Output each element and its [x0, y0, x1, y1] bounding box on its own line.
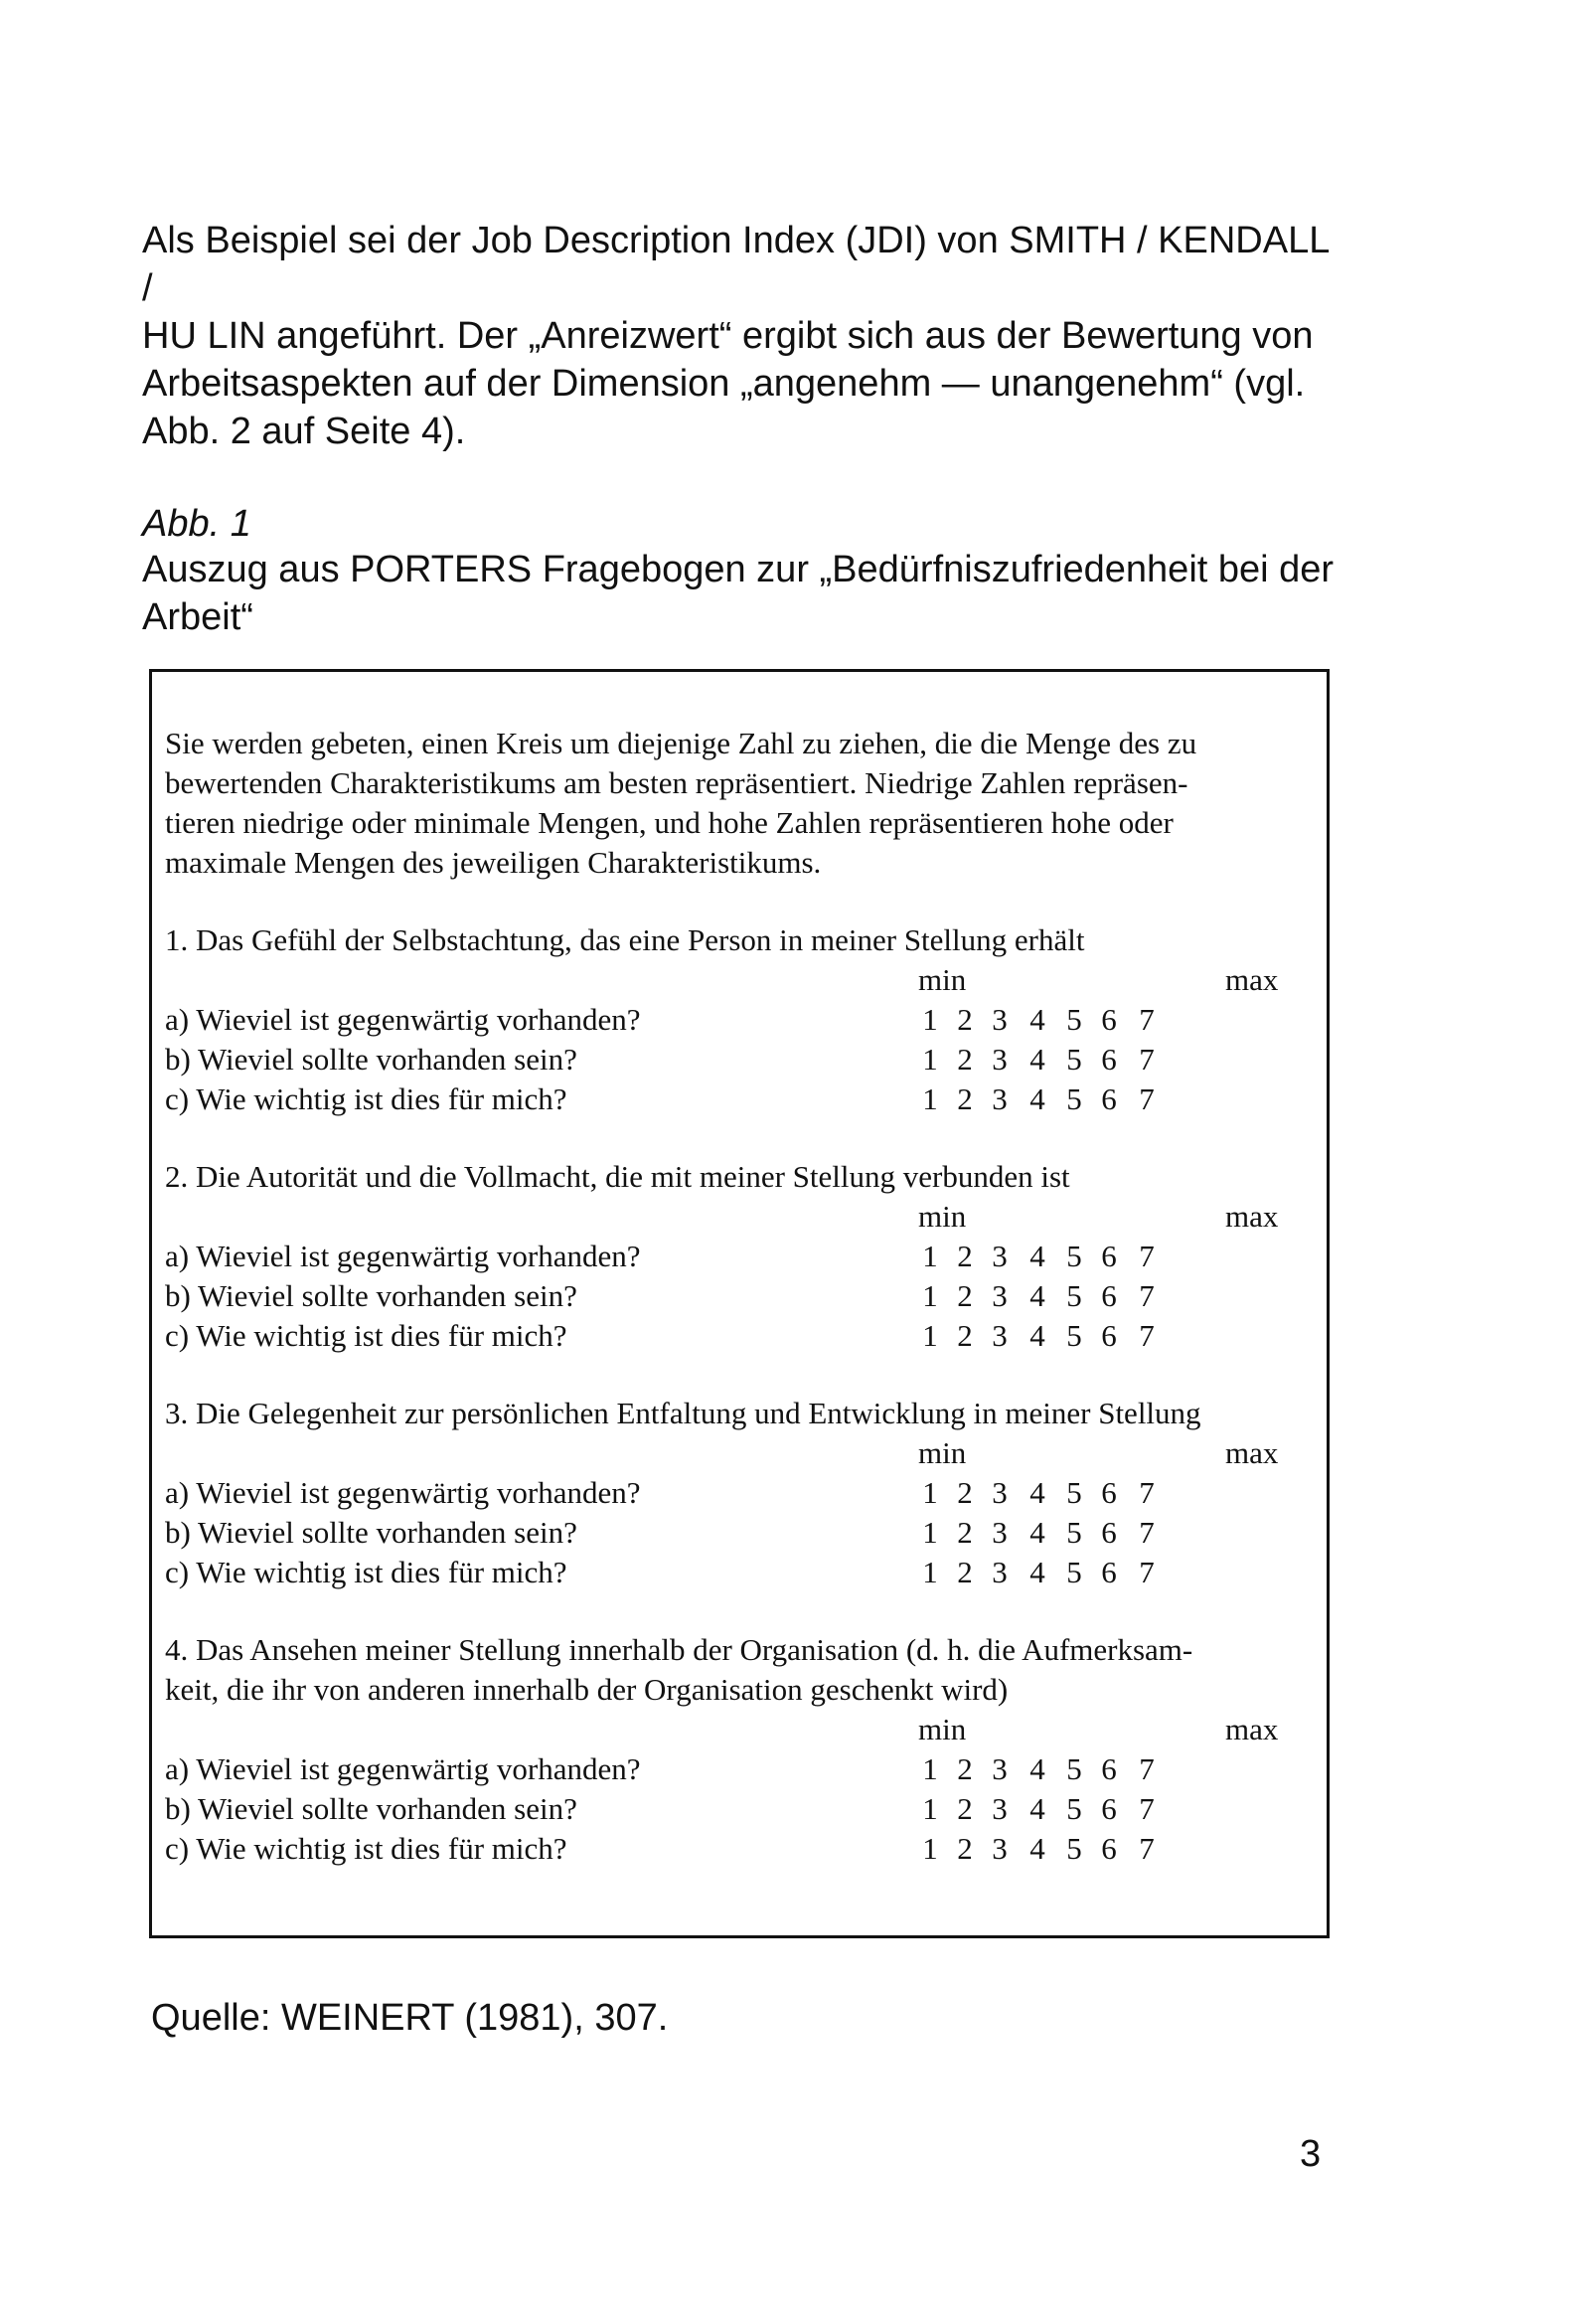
rating-row	[165, 1237, 1288, 1276]
scale-option[interactable]: 3	[992, 1555, 1008, 1589]
scale-option[interactable]: 5	[1066, 1831, 1082, 1866]
scale-option[interactable]: 2	[957, 1475, 973, 1510]
scale-header	[165, 1197, 1288, 1237]
rating-row	[165, 1829, 1288, 1869]
sub-question-label: a) Wieviel ist gegenwärtig vorhanden?	[165, 1475, 641, 1510]
sub-question-label: c) Wie wichtig ist dies für mich?	[165, 1081, 567, 1116]
scale-option[interactable]: 7	[1139, 1475, 1155, 1510]
scale-option[interactable]: 2	[957, 1831, 973, 1866]
intro-paragraph	[142, 217, 1349, 455]
rating-row	[165, 1749, 1288, 1789]
scale-option[interactable]: 3	[992, 1081, 1008, 1116]
scale-option[interactable]: 4	[1029, 1831, 1045, 1866]
scale-option[interactable]: 4	[1029, 1515, 1045, 1550]
scale-option[interactable]: 2	[957, 1081, 973, 1116]
scale-option[interactable]: 5	[1066, 1278, 1082, 1313]
rating-row	[165, 1513, 1288, 1553]
scale-option[interactable]: 4	[1029, 1318, 1045, 1353]
scale-option[interactable]: 5	[1066, 1081, 1082, 1116]
scale-option[interactable]: 7	[1139, 1239, 1155, 1273]
scale-option[interactable]: 2	[957, 1239, 973, 1273]
scale-max-label: max	[1225, 1712, 1279, 1746]
instruction-line: tieren niedrige oder minimale Mengen, und hohe Zahlen repräsentieren hohe oder	[165, 805, 1174, 840]
scale-option[interactable]: 4	[1029, 1042, 1045, 1077]
question-2	[165, 1157, 1288, 1356]
scale-option[interactable]: 3	[992, 1318, 1008, 1353]
scale-option[interactable]: 1	[922, 1318, 938, 1353]
scale-option[interactable]: 5	[1066, 1791, 1082, 1826]
scale-option[interactable]: 7	[1139, 1555, 1155, 1589]
question-title: keit, die ihr von anderen innerhalb der Organisation geschenkt wird)	[165, 1672, 1009, 1707]
scale-option[interactable]: 1	[922, 1042, 938, 1077]
scale-header	[165, 1433, 1288, 1473]
scale-option[interactable]: 2	[957, 1042, 973, 1077]
question-title: 1. Das Gefühl der Selbstachtung, das eine Person in meiner Stellung erhält	[165, 922, 1085, 957]
scale-option[interactable]: 2	[957, 1318, 973, 1353]
question-3	[165, 1394, 1288, 1592]
scale-option[interactable]: 1	[922, 1751, 938, 1786]
scale-option[interactable]: 5	[1066, 1751, 1082, 1786]
instructions	[165, 724, 1288, 883]
question-title: 3. Die Gelegenheit zur persönlichen Entfaltung und Entwicklung in meiner Stellung	[165, 1396, 1201, 1430]
question-title: 4. Das Ansehen meiner Stellung innerhalb der Organisation (d. h. die Aufmerksam-	[165, 1632, 1193, 1667]
source-citation: Quelle: WEINERT (1981), 307.	[151, 1997, 669, 2039]
intro-line: HU LIN angeführt. Der „Anreizwert“ ergibt sich aus der Bewertung von	[142, 315, 1314, 357]
scale-min-label: min	[918, 1712, 967, 1746]
question-list	[165, 920, 1288, 1869]
scale-option[interactable]: 1	[922, 1791, 938, 1826]
scale-option[interactable]: 2	[957, 1002, 973, 1037]
sub-question-label: b) Wieviel sollte vorhanden sein?	[165, 1042, 577, 1077]
scale-option[interactable]: 1	[922, 1002, 938, 1037]
scale-option[interactable]: 3	[992, 1042, 1008, 1077]
scale-max-label: max	[1225, 1435, 1279, 1470]
scale-option[interactable]: 7	[1139, 1318, 1155, 1353]
scale-option[interactable]: 3	[992, 1791, 1008, 1826]
question-title: 2. Die Autorität und die Vollmacht, die mit meiner Stellung verbunden ist	[165, 1159, 1070, 1194]
sub-question-label: c) Wie wichtig ist dies für mich?	[165, 1318, 567, 1353]
intro-line: Arbeitsaspekten auf der Dimension „angenehm — unangenehm“ (vgl.	[142, 363, 1306, 405]
question-1	[165, 920, 1288, 1119]
intro-line: Abb. 2 auf Seite 4).	[142, 411, 466, 452]
scale-option[interactable]: 4	[1029, 1239, 1045, 1273]
sub-question-label: c) Wie wichtig ist dies für mich?	[165, 1831, 567, 1866]
scale-option[interactable]: 4	[1029, 1002, 1045, 1037]
scale-min-label: min	[918, 1435, 967, 1470]
scale-option[interactable]: 4	[1029, 1278, 1045, 1313]
scale-option[interactable]: 1	[922, 1278, 938, 1313]
rating-row	[165, 1040, 1288, 1079]
instruction-line: bewertenden Charakteristikums am besten repräsentiert. Niedrige Zahlen repräsen-	[165, 765, 1188, 800]
scale-option[interactable]: 3	[992, 1515, 1008, 1550]
scale-option[interactable]: 1	[922, 1555, 938, 1589]
scale-option[interactable]: 2	[957, 1751, 973, 1786]
scale-option[interactable]: 1	[922, 1239, 938, 1273]
scale-option[interactable]: 5	[1066, 1002, 1082, 1037]
scale-option[interactable]: 3	[992, 1002, 1008, 1037]
scale-option[interactable]: 6	[1101, 1318, 1117, 1353]
scale-option[interactable]: 2	[957, 1791, 973, 1826]
scale-option[interactable]: 6	[1101, 1239, 1117, 1273]
scale-header	[165, 1710, 1288, 1749]
scale-option[interactable]: 6	[1101, 1081, 1117, 1116]
instruction-line: maximale Mengen des jeweiligen Charakteristikums.	[165, 845, 822, 880]
scale-option[interactable]: 5	[1066, 1042, 1082, 1077]
scale-option[interactable]: 6	[1101, 1042, 1117, 1077]
sub-question-label: a) Wieviel ist gegenwärtig vorhanden?	[165, 1751, 641, 1786]
scale-option[interactable]: 3	[992, 1831, 1008, 1866]
scale-option[interactable]: 1	[922, 1081, 938, 1116]
sub-question-label: b) Wieviel sollte vorhanden sein?	[165, 1791, 577, 1826]
scale-option[interactable]: 6	[1101, 1002, 1117, 1037]
rating-row	[165, 1789, 1288, 1829]
figure-caption-line: Auszug aus PORTERS Fragebogen zur „Bedürfniszufriedenheit bei der	[142, 549, 1335, 590]
scale-option[interactable]: 7	[1139, 1515, 1155, 1550]
scale-min-label: min	[918, 1199, 967, 1234]
sub-question-label: a) Wieviel ist gegenwärtig vorhanden?	[165, 1239, 641, 1273]
rating-row	[165, 1000, 1288, 1040]
questionnaire	[165, 724, 1288, 1869]
scale-option[interactable]: 7	[1139, 1751, 1155, 1786]
scale-option[interactable]: 3	[992, 1475, 1008, 1510]
page-number: 3	[1300, 2133, 1322, 2175]
scale-option[interactable]: 7	[1139, 1278, 1155, 1313]
intro-line: Als Beispiel sei der Job Description Index (JDI) von SMITH / KENDALL /	[142, 220, 1329, 309]
scale-option[interactable]: 7	[1139, 1002, 1155, 1037]
scale-option[interactable]: 3	[992, 1239, 1008, 1273]
figure-caption-line: Arbeit“	[142, 596, 253, 638]
scale-option[interactable]: 5	[1066, 1318, 1082, 1353]
rating-row	[165, 1553, 1288, 1592]
scale-option[interactable]: 6	[1101, 1278, 1117, 1313]
rating-row	[165, 1473, 1288, 1513]
scale-option[interactable]: 4	[1029, 1751, 1045, 1786]
scale-option[interactable]: 7	[1139, 1042, 1155, 1077]
rating-row	[165, 1079, 1288, 1119]
scale-option[interactable]: 6	[1101, 1515, 1117, 1550]
scale-option[interactable]: 4	[1029, 1475, 1045, 1510]
scale-option[interactable]: 2	[957, 1555, 973, 1589]
question-4	[165, 1630, 1288, 1869]
figure-caption	[142, 546, 1349, 641]
scale-option[interactable]: 3	[992, 1278, 1008, 1313]
scale-option[interactable]: 1	[922, 1515, 938, 1550]
scale-option[interactable]: 2	[957, 1515, 973, 1550]
scale-option[interactable]: 2	[957, 1278, 973, 1313]
sub-question-label: c) Wie wichtig ist dies für mich?	[165, 1555, 567, 1589]
scale-option[interactable]: 6	[1101, 1475, 1117, 1510]
scale-option[interactable]: 5	[1066, 1555, 1082, 1589]
scale-option[interactable]: 7	[1139, 1831, 1155, 1866]
scale-option[interactable]: 5	[1066, 1475, 1082, 1510]
sub-question-label: a) Wieviel ist gegenwärtig vorhanden?	[165, 1002, 641, 1037]
scale-min-label: min	[918, 962, 967, 997]
scale-option[interactable]: 3	[992, 1751, 1008, 1786]
rating-row	[165, 1316, 1288, 1356]
scale-option[interactable]: 5	[1066, 1239, 1082, 1273]
scale-max-label: max	[1225, 1199, 1279, 1234]
rating-row	[165, 1276, 1288, 1316]
figure-label: Abb. 1	[142, 503, 251, 545]
scale-option[interactable]: 4	[1029, 1791, 1045, 1826]
scale-option[interactable]: 1	[922, 1831, 938, 1866]
scale-option[interactable]: 4	[1029, 1555, 1045, 1589]
sub-question-label: b) Wieviel sollte vorhanden sein?	[165, 1278, 577, 1313]
scale-header	[165, 960, 1288, 1000]
scale-option[interactable]: 5	[1066, 1515, 1082, 1550]
scale-option[interactable]: 7	[1139, 1791, 1155, 1826]
scale-option[interactable]: 7	[1139, 1081, 1155, 1116]
scale-max-label: max	[1225, 962, 1279, 997]
instruction-line: Sie werden gebeten, einen Kreis um diejenige Zahl zu ziehen, die die Menge des zu	[165, 726, 1197, 760]
scale-option[interactable]: 6	[1101, 1831, 1117, 1866]
scale-option[interactable]: 4	[1029, 1081, 1045, 1116]
scale-option[interactable]: 6	[1101, 1751, 1117, 1786]
scale-option[interactable]: 1	[922, 1475, 938, 1510]
scale-option[interactable]: 6	[1101, 1791, 1117, 1826]
sub-question-label: b) Wieviel sollte vorhanden sein?	[165, 1515, 577, 1550]
scale-option[interactable]: 6	[1101, 1555, 1117, 1589]
